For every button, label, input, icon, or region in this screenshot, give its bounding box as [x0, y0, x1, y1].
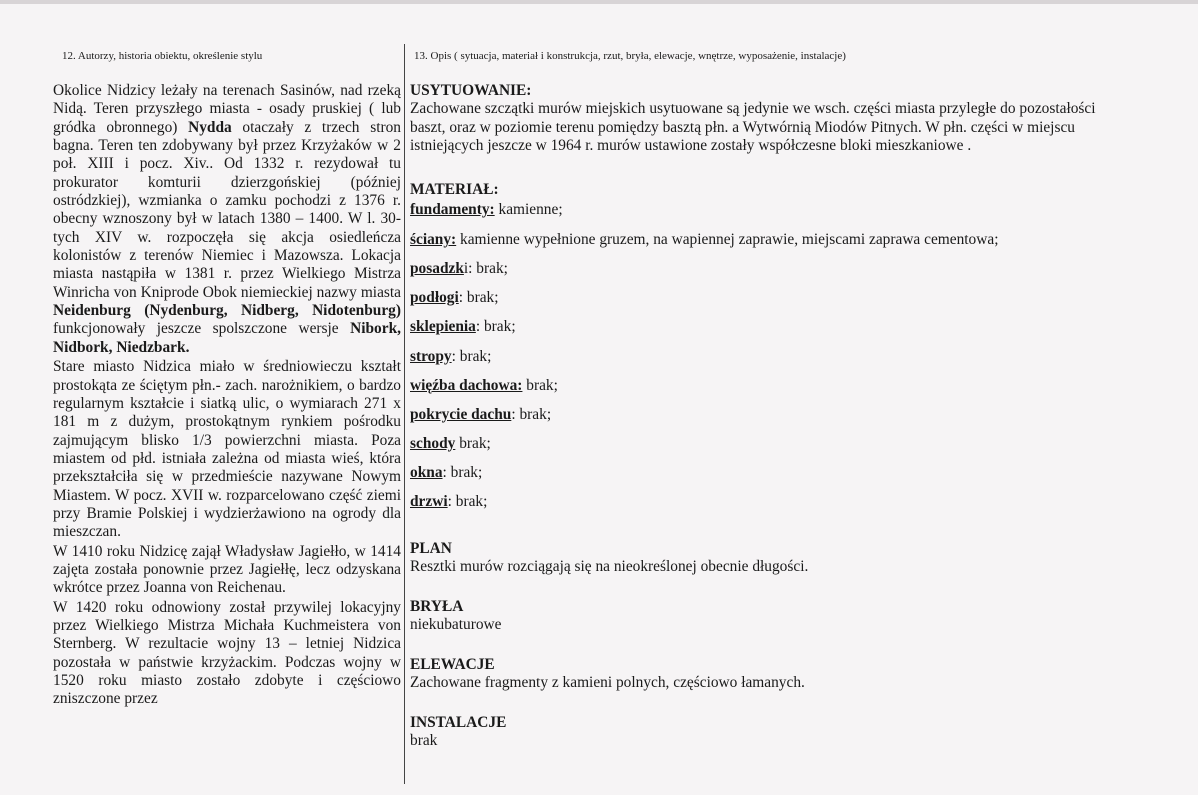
material-key: schody [410, 435, 456, 452]
elewacje-section [410, 656, 805, 693]
left-column-header: 12. Autorzy, historia obiektu, określenie stylu [62, 50, 263, 62]
name-separator: , [108, 338, 117, 356]
material-item-drzwi [410, 493, 487, 511]
material-value: brak; [455, 435, 491, 452]
material-key: ściany: [410, 231, 457, 248]
name-neidenburg: Neidenburg (Nydenburg, Nidberg, Nidotenburg) [53, 302, 401, 320]
name-nibork: Nibork [350, 320, 398, 338]
history-text: funkcjonowały jeszcze spolszczone wersje [53, 320, 351, 338]
material-item-sciany [410, 231, 998, 249]
location-line-2: baszt, oraz w poziomie terenu pomiędzy basztą płn. a Wytwórnią Miodów Pitnych. W płn. części w miejscu [410, 118, 1075, 136]
material-value: : brak; [442, 464, 483, 481]
material-value: : brak; [475, 318, 516, 335]
material-item-schody [410, 435, 491, 453]
material-key: więźba dachowa: [410, 377, 523, 394]
material-value: i: brak; [463, 260, 508, 277]
material-key: podłogi [410, 289, 459, 306]
location-title: USYTUOWANIE: [410, 82, 532, 99]
material-key: okna [410, 464, 443, 481]
material-item-posadzki [410, 260, 508, 278]
material-value: : brak; [447, 493, 488, 510]
bryla-title: BRYŁA [410, 598, 464, 615]
material-title: MATERIAŁ: [410, 181, 499, 198]
material-item-wiezba [410, 377, 558, 395]
material-item-sklepienia [410, 318, 516, 336]
material-key: fundamenty: [410, 201, 495, 218]
location-line-3: istniejących jeszcze w 1964 r. murów ustawione zostały współczesne bloki mieszkaniowe . [410, 137, 972, 155]
bryla-section [410, 598, 501, 635]
material-item-podlogi [410, 289, 499, 307]
material-key: drzwi [410, 493, 448, 510]
material-value: : brak; [511, 406, 552, 423]
material-value: : brak; [451, 348, 492, 365]
material-value: : brak; [458, 289, 499, 306]
history-column [53, 82, 401, 782]
instalacje-section [410, 714, 506, 751]
elewacje-title: ELEWACJE [410, 656, 495, 673]
description-column [410, 82, 1156, 782]
name-separator: , [397, 320, 401, 338]
material-key: stropy [410, 348, 452, 365]
plan-text: Resztki murów rozciągają się na nieokreślonej obecnie długości. [410, 558, 809, 576]
material-value: brak; [522, 377, 558, 394]
instalacje-title: INSTALACJE [410, 714, 507, 731]
material-item-okna [410, 464, 482, 482]
material-value: kamienne wypełnione gruzem, na wapiennej zaprawie, miejscami zaprawa cementowa; [456, 231, 999, 248]
name-niedzbark: Niedzbark. [116, 338, 190, 356]
material-value: kamienne; [494, 201, 563, 218]
history-text: otaczały z trzech stron bagna. Teren ten zdobywany był przez Krzyżaków w 2 poł. XIII i pocz. Xiv.. Od 1332 r. rezydował tu prokurator komturii dzierzgońskiej (później ostródzkiej), wzmianka o zamku pochodzi z 1376 r. obecny wznoszony był w latach 1380 – 1400. W l. 30-tych XIV w. rozpoczęła się akcja osiedleńcza kolonistów z terenów Niemiec i Mazowsza. Lokacja miasta nastąpiła w 1381 r. przez Wielkiego Mistrza Winricha von Kniprode Obok niemieckiej nazwy miasta [53, 118, 401, 301]
elewacje-text: Zachowane fragmenty z kamieni polnych, częściowo łamanych. [410, 674, 805, 692]
history-paragraph-4: W 1420 roku odnowiony został przywilej lokacyjny przez Wielkiego Mistrza Michała Kuchmeistera von Sternberg. W rezultacie wojny 13 – letniej Nidzica pozostała w państwie krzyżackim. Podczas wojny w 1520 roku miasto zostało zdobyte i częściowo zniszczone przez [53, 598, 401, 708]
location-section [410, 82, 1096, 155]
material-key: sklepienia [410, 318, 476, 335]
instalacje-text: brak [410, 732, 438, 750]
material-item-pokrycie [410, 406, 551, 424]
page-top-edge [0, 0, 1198, 4]
location-line-1: Zachowane szczątki murów miejskich usytuowane są jedynie we wsch. części miasta przyległe do pozostałości [410, 100, 1096, 118]
history-text: Okolice Nidzicy leżały na terenach Sasinów, nad rzeką Nidą. Teren przyszłego miasta - osady pruskiej ( lub gródka obronnego) [53, 82, 401, 136]
history-paragraph-3: W 1410 roku Nidzicę zajął Władysław Jagiełło, w 1414 zajęta została ponownie przez Jagiełłę, lecz odzyskana wkrótce przez Joanna von Reichenau. [53, 542, 401, 597]
name-nidbork: Nidbork [53, 338, 109, 356]
name-nydda: Nydda [188, 118, 232, 136]
history-paragraph-2: Stare miasto Nidzica miało w średniowieczu kształt prostokąta ze ściętym płn.- zach. narożnikiem, o bardzo regularnym kształcie i siatką ulic, o wymiarach 271 x 181 m z dużym, prostokątnym rynkiem pośrodku zajmującym blisko 1/3 powierzchni miasta. Poza miastem od płd. istniała zależna od miasta wieś, która przekształciła się w przedmieście nazywane Nowym Miastem. W pocz. XVII w. rozparcelowano część ziemi przy Bramie Polskiej i wydzierżawiono na ogrody dla mieszczan. [53, 358, 401, 541]
material-item-stropy [410, 348, 491, 366]
bryla-text: niekubaturowe [410, 616, 502, 634]
material-item-fundamenty [410, 201, 563, 219]
column-divider [404, 44, 405, 784]
history-paragraph-1 [53, 82, 401, 357]
plan-title: PLAN [410, 540, 452, 557]
right-column-header: 13. Opis ( sytuacja, materiał i konstrukcja, rzut, bryła, elewacje, wnętrze, wyposażenie, instalacje) [414, 50, 846, 62]
material-key: posadzk [410, 260, 464, 277]
material-key: pokrycie dachu [410, 406, 512, 423]
plan-section [410, 540, 808, 577]
